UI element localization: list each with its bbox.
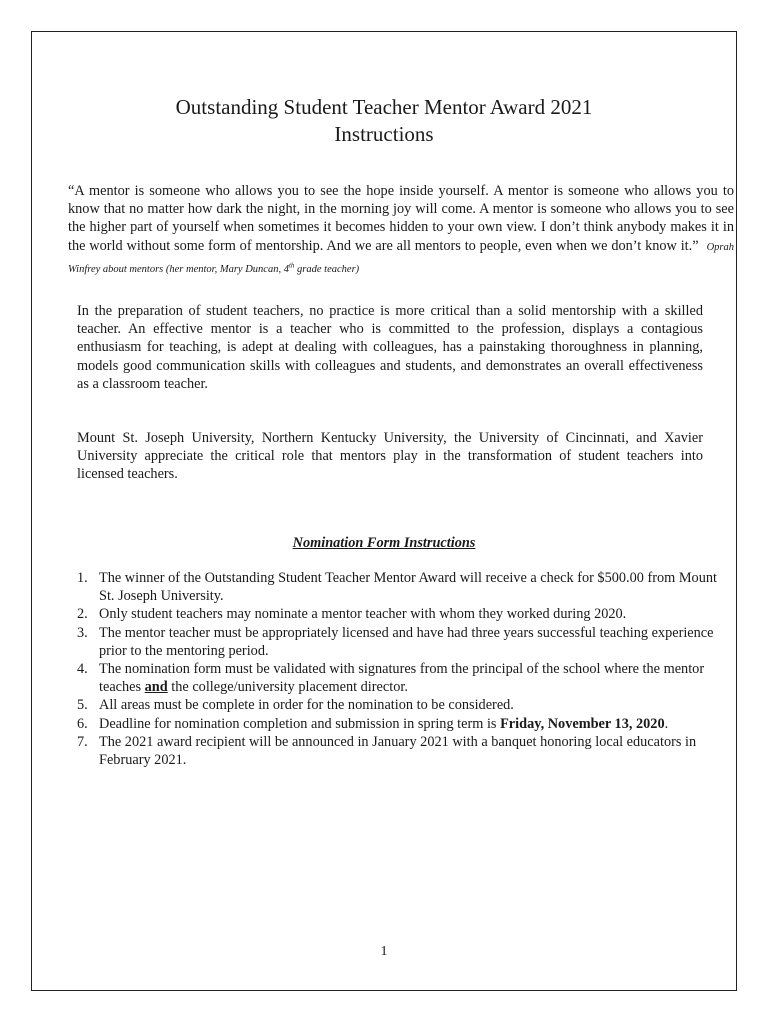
document-title — [32, 94, 736, 148]
universities-paragraph: Mount St. Joseph University, Northern Kentucky University, the University of Cincinnati, and Xavier University appreciate the critical role that mentors play in the transformation of student teachers into licensed teachers. — [77, 430, 703, 483]
nomination-instructions-list — [77, 569, 717, 769]
list-item: 3. The mentor teacher must be appropriately licensed and have had three years successful teaching experience prior to the mentoring period. — [77, 624, 714, 659]
list-item: 1. The winner of the Outstanding Student Teacher Mentor Award will receive a check for $500.00 from Mount St. Joseph University. — [77, 570, 717, 605]
list-item: 7. The 2021 award recipient will be announced in January 2021 with a banquet honoring local educators in February 2021. — [77, 733, 697, 769]
list-item: 6. Deadline for nomination completion and submission in spring term is Friday, November 13, 2020. — [77, 715, 669, 732]
intro-paragraph: In the preparation of student teachers, no practice is more critical than a solid mentorship with a skilled teacher. An effective mentor is a teacher who is committed to the profession, displays a contagious enthusiasm for teaching, is adept at dealing with colleagues, has a painstaking thoroughness in planning, models good communication skills with colleagues and students, and demonstrates an overall effectiveness as a classroom teacher. — [77, 303, 703, 392]
title-line-2: Instructions — [334, 122, 434, 146]
title-line-1: Outstanding Student Teacher Mentor Award 2021 — [175, 95, 593, 119]
nomination-heading: Nomination Form Instructions — [292, 535, 476, 551]
list-item: 5. All areas must be complete in order for the nomination to be considered. — [77, 697, 514, 714]
emphasis-and: and — [144, 679, 168, 696]
deadline-date: Friday, November 13, 2020 — [500, 715, 665, 732]
list-item: 2. Only student teachers may nominate a mentor teacher with whom they worked during 2020. — [77, 606, 627, 623]
list-item: 4. The nomination form must be validated with signatures from the principal of the school where the mentor teaches and the college/university placement director. — [77, 661, 705, 696]
mentor-quote — [68, 182, 734, 280]
page-number: 1 — [380, 944, 388, 959]
quote-text: “A mentor is someone who allows you to see the hope inside yourself. A mentor is someone who allows you to know that no matter how dark the night, in the morning joy will come. A mentor is someone who allows you to see the higher part of yourself when sometimes it becomes hidden to your own view. I don’t think anybody makes it in the world without some form of mentorship. And we are all mentors to people, even when we don’t know it.” — [68, 183, 734, 254]
quote-attribution: Oprah Winfrey about mentors (her mentor, Mary Duncan, 4th grade teacher) — [68, 241, 734, 276]
document-page — [31, 31, 737, 991]
